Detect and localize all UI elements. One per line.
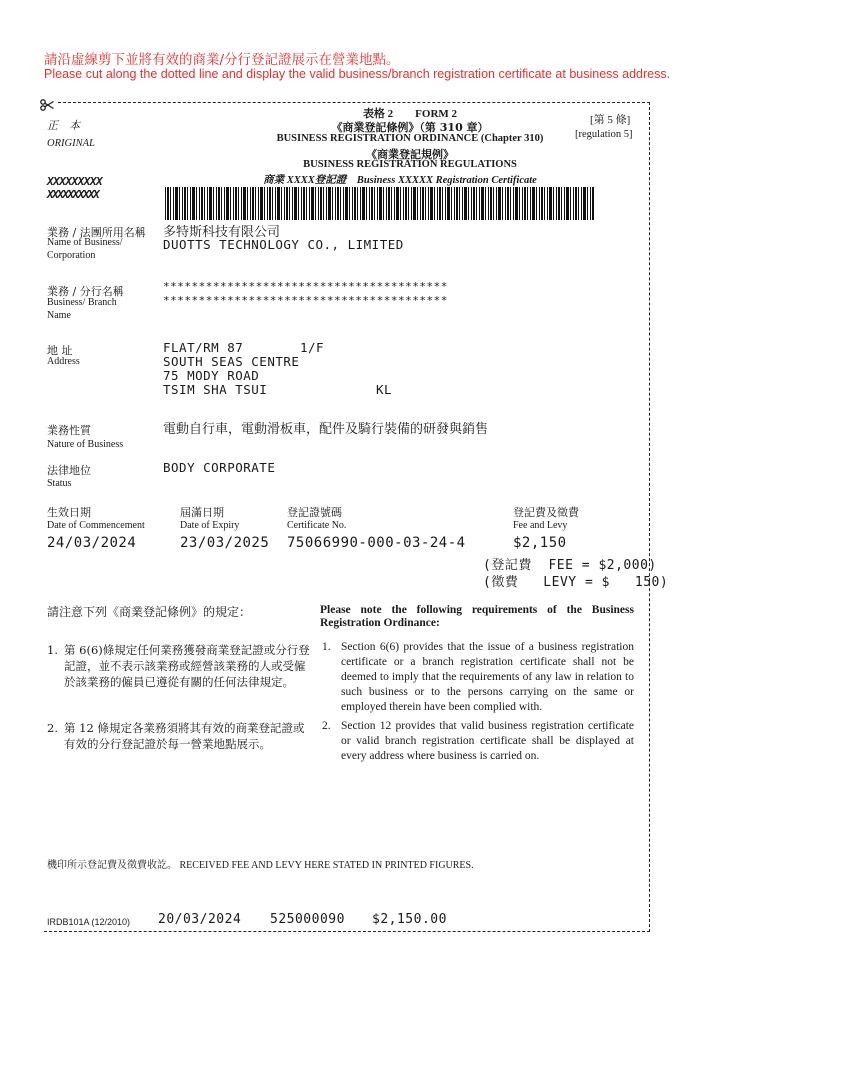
address-line-1: FLAT/RM 87 xyxy=(163,340,244,355)
masked-code-2: XXXXXXXXXX xyxy=(47,188,99,201)
cut-instruction-en: Please cut along the dotted line and display the valid business/branch registration certificate at business address. xyxy=(44,67,671,81)
fee-label-en: Fee and Levy xyxy=(513,520,568,531)
cut-line-right xyxy=(649,102,650,932)
fee-total: $2,150 xyxy=(513,535,567,551)
business-name-en: DUOTTS TECHNOLOGY CO., LIMITED xyxy=(163,237,404,252)
section-ref-en: [regulation 5] xyxy=(575,129,633,140)
branch-name-line2: **************************************** xyxy=(163,294,448,307)
note-2-number-en: 2. xyxy=(322,720,331,732)
business-name-zh: 多特斯科技有限公司 xyxy=(163,225,281,240)
notes-heading-en: Please note the following requirements of the Business Registration Ordinance: xyxy=(320,604,634,629)
ordinance-title-en: BUSINESS REGISTRATION ORDINANCE (Chapter 310) xyxy=(276,133,544,144)
fee-breakdown-levy: (徵費 LEVY = $ 150) xyxy=(483,575,669,590)
cut-line-top xyxy=(58,102,650,103)
branch-name-label-zh: 業務 / 分行名稱 xyxy=(47,285,124,298)
nature-label-en: Nature of Business xyxy=(47,439,124,450)
certificate-title: 商業 XXXX登記證 Business XXXXX Registration Certificate xyxy=(263,175,537,186)
expiry-date: 23/03/2025 xyxy=(180,535,270,551)
branch-name-label-en: Business/ Branch Name xyxy=(47,297,117,321)
fee-label-zh: 登記費及徵費 xyxy=(513,506,579,519)
note-2-number-zh: 2. xyxy=(47,721,58,735)
regulations-title-en: BUSINESS REGISTRATION REGULATIONS xyxy=(303,159,517,170)
expiry-label-en: Date of Expiry xyxy=(180,520,240,531)
section-ref-zh: [第 5 條] xyxy=(590,114,631,126)
notes-heading-zh: 請注意下列《商業登記條例》的規定： xyxy=(47,605,252,619)
scissors-icon xyxy=(40,96,54,108)
business-name-label-en: Name of Business/ Corporation xyxy=(47,237,123,261)
copy-label-zh: 正 本 xyxy=(47,119,80,132)
legal-status: BODY CORPORATE xyxy=(163,460,276,475)
commencement-label-zh: 生效日期 xyxy=(47,506,91,519)
address-line-4: TSIM SHA TSUI xyxy=(163,382,268,397)
received-statement: 機印所示登記費及徵費收訖。 RECEIVED FEE AND LEVY HERE STATED IN PRINTED FIGURES. xyxy=(47,860,474,871)
expiry-label-zh: 屆滿日期 xyxy=(180,506,224,519)
fee-breakdown-fee: (登記費 FEE = $2,000) xyxy=(483,558,657,573)
cut-line-bottom xyxy=(44,931,650,932)
commencement-date: 24/03/2024 xyxy=(47,535,137,551)
nature-of-business: 電動自行車，電動滑板車，配件及騎行裝備的研發與銷售 xyxy=(163,422,489,437)
receipt-number: 525000090 xyxy=(270,912,345,927)
business-name-label-zh: 業務 / 法團所用名稱 xyxy=(47,226,146,239)
certificate-no-label-en: Certificate No. xyxy=(287,520,347,531)
nature-label-zh: 業務性質 xyxy=(47,424,91,437)
address-label-zh: 地 址 xyxy=(47,344,73,357)
status-label-zh: 法律地位 xyxy=(47,464,91,477)
barcode xyxy=(165,187,595,220)
note-1-number-en: 1. xyxy=(322,641,331,653)
form-number: 表格 2 FORM 2 xyxy=(362,108,458,120)
form-code: IRDB101A (12/2010) xyxy=(47,917,131,927)
note-2-en: Section 12 provides that valid business registration certificate or valid branch registration certificate shall be displayed at every address where business is carried on. xyxy=(341,720,634,762)
address-label-en: Address xyxy=(47,356,80,367)
ordinance-title-zh: 《商業登記條例》（第 310 章） xyxy=(331,121,489,134)
status-label-en: Status xyxy=(47,478,72,489)
address-floor: 1/F xyxy=(300,340,325,355)
copy-label-en: ORIGINAL xyxy=(47,138,95,149)
note-1-en: Section 6(6) provides that the issue of a business registration certificate or a branch registration certificate shall not be deemed to imply that the requirements of any law in relation to such business or to the persons carrying on the same or employed therein have been complied with. xyxy=(341,641,634,713)
branch-name-line1: **************************************** xyxy=(163,280,448,293)
masked-code-1: XXXXXXXXX xyxy=(47,175,103,188)
print-date: 20/03/2024 xyxy=(158,912,242,927)
commencement-label-en: Date of Commencement xyxy=(47,520,145,531)
address-line-2: SOUTH SEAS CENTRE xyxy=(163,354,300,369)
certificate-no-label-zh: 登記證號碼 xyxy=(287,506,342,519)
certificate-number: 75066990-000-03-24-4 xyxy=(287,535,466,551)
note-2-zh: 第 12 條規定各業務須將其有效的商業登記證或有效的分行登記證於每一營業地點展示。 xyxy=(64,721,305,751)
address-district: KL xyxy=(376,382,393,397)
note-1-number-zh: 1. xyxy=(47,643,58,657)
cut-instruction-zh: 請沿虛線剪下並將有效的商業/分行登記證展示在營業地點。 xyxy=(44,52,400,68)
amount-paid: $2,150.00 xyxy=(372,912,447,927)
regulations-title-zh: 《商業登記規例》 xyxy=(366,148,454,161)
note-1-zh: 第 6(6)條規定任何業務獲發商業登記證或分行登記證，並不表示該業務或經營該業務的人或受僱於該業務的僱員已遵從有關的任何法律規定。 xyxy=(64,643,310,689)
address-line-3: 75 MODY ROAD xyxy=(163,368,260,383)
